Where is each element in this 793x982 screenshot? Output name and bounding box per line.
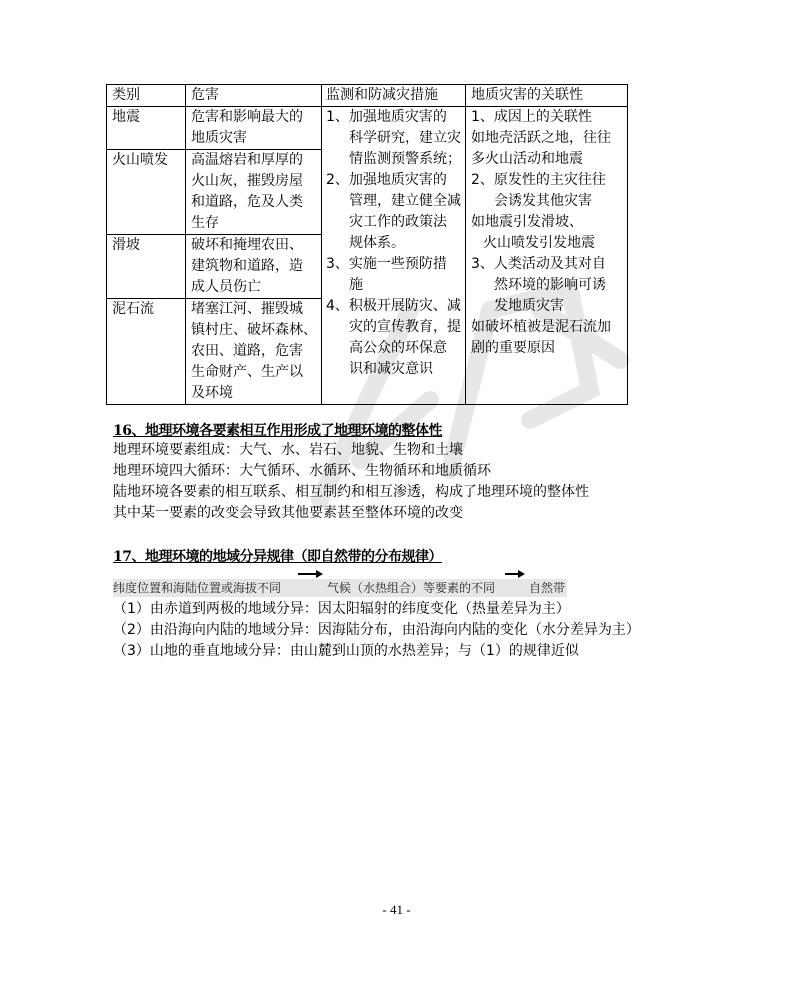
section-17-line: （2）由沿海向内陆的地域分异：因海陆分布，由沿海向内陆的变化（水分差异为主） — [113, 622, 640, 638]
relation-line: 1、成因上的关联性 — [471, 109, 592, 125]
relation-line: 然环境的影响可诱 — [494, 277, 606, 293]
section-17-line: （3）山地的垂直地域分异：由山麓到山顶的水热差异；与（1）的规律近似 — [113, 643, 579, 659]
measure-line: 3、实施一些预防措 — [326, 256, 447, 272]
arrow-right-icon — [505, 573, 520, 575]
section-16-line: 地理环境要素组成：大气、水、岩石、地貌、生物和土壤 — [113, 442, 463, 458]
section-17-line: （1）由赤道到两极的地域分异：因太阳辐射的纬度变化（热量差异为主） — [113, 601, 570, 617]
category-cell: 地震 — [107, 107, 186, 150]
relation-line: 剧的重要原因 — [471, 340, 555, 356]
hazard-line: 破坏和掩埋农田、 — [191, 237, 303, 253]
header-relations: 地质灾害的关联性 — [466, 85, 628, 107]
hazard-line: 成人员伤亡 — [191, 279, 261, 295]
measure-line: 4、积极开展防灾、减 — [326, 298, 461, 314]
table-header-row — [107, 85, 628, 107]
flow-step-location: 纬度位置和海陆位置或海拔不同 — [113, 581, 282, 595]
hazard-line: 建筑物和道路，造 — [191, 258, 303, 274]
hazard-line: 危害和影响最大的 — [191, 109, 303, 125]
hazard-line: 及环境 — [191, 385, 233, 401]
measures-cell — [322, 107, 466, 405]
header-measures: 监测和防减灾措施 — [322, 85, 466, 107]
measure-line: 施 — [349, 277, 363, 293]
hazard-cell — [186, 150, 322, 235]
hazard-line: 和道路，危及人类 — [191, 194, 303, 210]
measure-line: 管理，建立健全减 — [349, 193, 461, 209]
section-16-title: 16、地理环境各要素相互作用形成了地理环境的整体性 — [113, 423, 442, 439]
relation-line: 发地质灾害 — [494, 298, 564, 314]
category-cell: 火山喷发 — [107, 150, 186, 235]
measure-line: 识和减灾意识 — [349, 361, 433, 377]
page-number: - 41 - — [382, 902, 411, 917]
measure-line: 灾工作的政策法 — [349, 214, 447, 230]
measure-line: 灾的宣传教育，提 — [349, 319, 461, 335]
hazard-line: 火山灰，摧毁房屋 — [191, 173, 303, 189]
hazard-cell — [186, 235, 322, 299]
header-hazard: 危害 — [186, 85, 322, 107]
relation-line: 2、原发性的主灾往往 — [471, 172, 606, 188]
hazard-line: 生存 — [191, 215, 219, 231]
relation-line: 如地壳活跃之地，往往 — [471, 130, 611, 146]
section-16-line: 陆地环境各要素的相互联系、相互制约和相互渗透，构成了地理环境的整体性 — [113, 484, 589, 500]
relation-line: 会诱发其他灾害 — [494, 193, 592, 209]
relation-line: 如地震引发滑坡、 — [471, 214, 583, 230]
relation-line: 火山喷发引发地震 — [483, 235, 595, 251]
section-16-line: 地理环境四大循环：大气循环、水循环、生物循环和地质循环 — [113, 463, 491, 479]
hazard-line: 高温熔岩和厚厚的 — [191, 152, 303, 168]
measure-line: 高公众的环保意 — [349, 340, 447, 356]
geological-hazards-table — [106, 84, 628, 405]
flow-step-natural-zone: 自然带 — [529, 581, 566, 595]
section-17-title: 17、地理环境的地域分异规律（即自然带的分布规律） — [113, 549, 442, 565]
section-16-line: 其中某一要素的改变会导致其他要素甚至整体环境的改变 — [113, 505, 463, 521]
flow-step-climate: 气候（水热组合）等要素的不同 — [327, 581, 496, 595]
hazard-cell — [186, 107, 322, 150]
relation-line: 多火山活动和地震 — [471, 151, 583, 167]
relations-cell — [466, 107, 628, 405]
header-category: 类别 — [107, 85, 186, 107]
hazard-cell — [186, 299, 322, 405]
measure-line: 2、加强地质灾害的 — [326, 172, 447, 188]
category-cell: 滑坡 — [107, 235, 186, 299]
relation-line: 3、人类活动及其对自 — [471, 256, 606, 272]
measure-line: 情监测预警系统； — [349, 151, 461, 167]
relation-line: 如破坏植被是泥石流加 — [471, 319, 611, 335]
zonation-flow-diagram — [113, 579, 567, 597]
hazard-line: 农田、道路，危害 — [191, 343, 303, 359]
hazard-line: 镇村庄、破坏森林、 — [191, 322, 317, 338]
measure-line: 科学研究，建立灾 — [349, 130, 461, 146]
category-cell: 泥石流 — [107, 299, 186, 405]
hazard-line: 生命财产、生产以 — [191, 364, 303, 380]
hazard-line: 地质灾害 — [191, 130, 247, 146]
arrow-right-icon — [298, 573, 318, 575]
measure-line: 规体系。 — [349, 235, 405, 251]
hazard-line: 堵塞江河、摧毁城 — [191, 301, 303, 317]
measure-line: 1、加强地质灾害的 — [326, 109, 447, 125]
table-row — [107, 107, 628, 150]
